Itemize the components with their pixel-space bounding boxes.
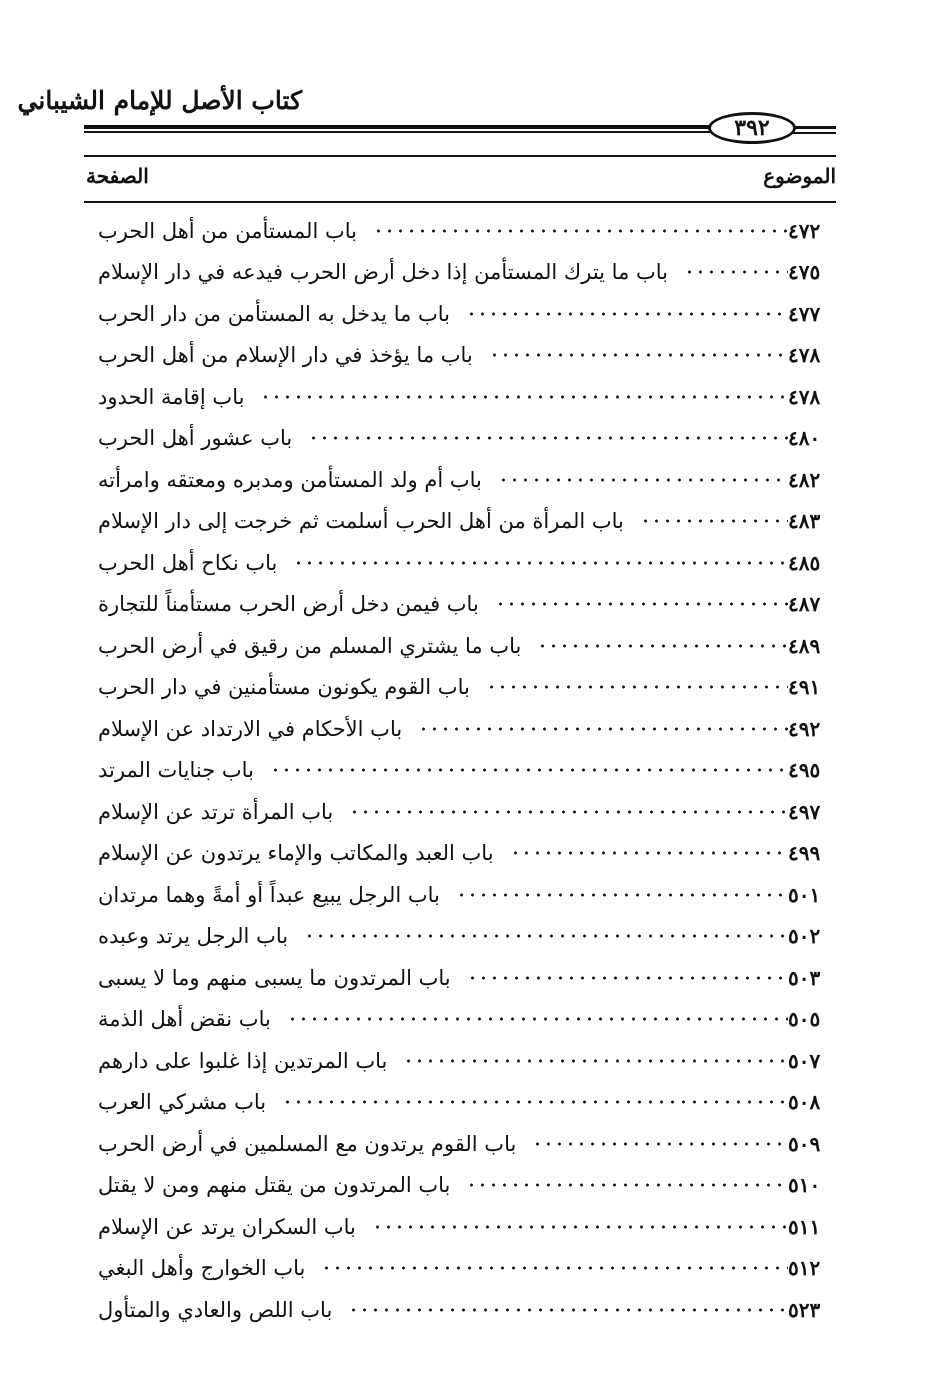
toc-entry	[84, 501, 836, 543]
dot-leader	[293, 556, 788, 570]
toc-entry	[84, 376, 836, 418]
column-header-page: الصفحة	[86, 164, 149, 188]
toc-entry-title: باب الرجل يرتد وعبده	[98, 924, 289, 949]
toc-entry	[84, 750, 836, 792]
column-header-divider	[84, 201, 836, 203]
dot-leader	[308, 431, 788, 445]
toc-entry-page: ٥٠٣	[788, 965, 821, 990]
toc-entry	[84, 957, 836, 999]
toc-entry-title: باب المرتدين إذا غلبوا على دارهم	[98, 1048, 388, 1073]
toc-entry	[84, 252, 836, 294]
toc-entry-page: ٤٧٥	[788, 260, 821, 285]
toc-entry	[84, 708, 836, 750]
dot-leader	[372, 1220, 788, 1234]
toc-entry	[84, 999, 836, 1041]
toc-entry-page: ٤٨٧	[788, 592, 821, 617]
toc-entry-title: باب الرجل يبيع عبداً أو أمةً وهما مرتدان	[98, 882, 440, 907]
toc-entry-title: باب ما يترك المستأمن إذا دخل أرض الحرب فيدعه في دار الإسلام	[98, 260, 669, 285]
toc-entry-title: باب المستأمن من أهل الحرب	[98, 218, 357, 243]
dot-leader	[287, 1012, 788, 1026]
toc-entry-page: ٤٩٧	[788, 799, 821, 824]
toc-entry-page: ٥٠٥	[788, 1007, 821, 1032]
toc-entry-title: باب الخوارج وأهل البغي	[98, 1256, 306, 1281]
toc-entry-page: ٤٨٩	[788, 633, 821, 658]
dot-leader	[486, 680, 788, 694]
dot-leader	[466, 307, 788, 321]
toc-entry-page: ٥٢٣	[788, 1297, 821, 1322]
toc-entry-title: باب اللص والعادي والمتأول	[98, 1297, 333, 1322]
toc-entry	[84, 791, 836, 833]
toc-entry-title: باب الأحكام في الارتداد عن الإسلام	[98, 716, 403, 741]
toc-entry-title: باب القوم يكونون مستأمنين في دار الحرب	[98, 675, 470, 700]
toc-entry-title: باب جنايات المرتد	[98, 758, 254, 783]
toc-entry	[84, 874, 836, 916]
toc-entry-title: باب السكران يرتد عن الإسلام	[98, 1214, 356, 1239]
dot-leader	[403, 1054, 788, 1068]
dot-leader	[321, 1261, 788, 1275]
toc-entry	[84, 1206, 836, 1248]
toc-entry	[84, 1248, 836, 1290]
dot-leader	[684, 265, 788, 279]
toc-entry-title: باب مشركي العرب	[98, 1090, 267, 1115]
dot-leader	[532, 1137, 788, 1151]
dot-leader	[498, 473, 788, 487]
toc-entry-page: ٤٨٠	[788, 426, 821, 451]
toc-entry-page: ٥١١	[788, 1214, 821, 1239]
dot-leader	[260, 390, 788, 404]
toc-entry	[84, 1082, 836, 1124]
dot-leader	[466, 1178, 788, 1192]
toc-entry-page: ٤٨٥	[788, 550, 821, 575]
dot-leader	[349, 805, 788, 819]
dot-leader	[640, 514, 788, 528]
toc-entry-title: باب العبد والمكاتب والإماء يرتدون عن الإسلام	[98, 841, 494, 866]
toc-entry-page: ٤٩٢	[788, 716, 821, 741]
toc-entry-title: باب المرأة ترتد عن الإسلام	[98, 799, 334, 824]
toc-entry-page: ٥١٠	[788, 1173, 821, 1198]
toc-entry-title: باب القوم يرتدون مع المسلمين في أرض الحرب	[98, 1131, 517, 1156]
dot-leader	[489, 348, 788, 362]
toc-entry	[84, 833, 836, 875]
header-rule-thin	[84, 131, 712, 133]
toc-entry	[84, 1289, 836, 1331]
title-divider	[84, 155, 836, 157]
toc-entry-page: ٥٠٩	[788, 1131, 821, 1156]
toc-entry-title: باب نقض أهل الذمة	[98, 1007, 271, 1032]
toc-entry	[84, 335, 836, 377]
column-header-topic: الموضوع	[763, 164, 836, 188]
dot-leader	[270, 763, 788, 777]
toc-entry-title: باب ما يشتري المسلم من رقيق في أرض الحرب	[98, 633, 522, 658]
page-number-badge	[708, 112, 796, 144]
toc-entry-title: باب ما يؤخذ في دار الإسلام من أهل الحرب	[98, 343, 473, 368]
toc-entry-title: باب عشور أهل الحرب	[98, 426, 293, 451]
dot-leader	[348, 1303, 788, 1317]
toc-entry	[84, 1123, 836, 1165]
toc-entry-page: ٥٠١	[788, 882, 821, 907]
toc-entry-title: باب إقامة الحدود	[98, 384, 245, 409]
dot-leader	[456, 888, 788, 902]
toc-entry	[84, 916, 836, 958]
toc-entry-page: ٤٨٢	[788, 467, 821, 492]
table-of-contents	[84, 210, 836, 1331]
dot-leader	[510, 846, 788, 860]
header-rule-right-thin	[793, 132, 836, 134]
dot-leader	[373, 224, 788, 238]
toc-entry-title: باب أم ولد المستأمن ومدبره ومعتقه وامرأته	[98, 467, 482, 492]
toc-entry-page: ٤٧٢	[788, 218, 821, 243]
toc-entry-page: ٥٠٨	[788, 1090, 821, 1115]
toc-entry-page: ٥٠٧	[788, 1048, 821, 1073]
toc-entry-title: باب نكاح أهل الحرب	[98, 550, 278, 575]
toc-entry	[84, 1165, 836, 1207]
toc-entry	[84, 1040, 836, 1082]
toc-entry-page: ٤٧٧	[788, 301, 821, 326]
toc-entry	[84, 210, 836, 252]
toc-entry-title: باب المرتدون من يقتل منهم ومن لا يقتل	[98, 1173, 451, 1198]
toc-entry	[84, 418, 836, 460]
dot-leader	[495, 597, 788, 611]
dot-leader	[467, 971, 788, 985]
running-header-title: كتاب الأصل للإمام الشيباني	[17, 86, 302, 115]
toc-entry-title: باب فيمن دخل أرض الحرب مستأمناً للتجارة	[98, 592, 479, 617]
header-rule-thick	[84, 125, 712, 129]
toc-entry	[84, 459, 836, 501]
toc-entry	[84, 625, 836, 667]
toc-entry-page: ٤٩١	[788, 675, 821, 700]
toc-entry-title: باب ما يدخل به المستأمن من دار الحرب	[98, 301, 451, 326]
toc-entry-page: ٥١٢	[788, 1256, 821, 1281]
toc-entry	[84, 584, 836, 626]
toc-entry-page: ٤٧٨	[788, 343, 821, 368]
toc-entry-title: باب المرتدون ما يسبى منهم وما لا يسبى	[98, 965, 451, 990]
toc-entry	[84, 542, 836, 584]
toc-entry-title: باب المرأة من أهل الحرب أسلمت ثم خرجت إلى دار الإسلام	[98, 509, 624, 534]
page-number: ٣٩٢	[734, 115, 770, 141]
dot-leader	[537, 639, 788, 653]
toc-entry-page: ٥٠٢	[788, 924, 821, 949]
header-rule-right-thick	[793, 126, 836, 129]
toc-entry-page: ٤٩٥	[788, 758, 821, 783]
toc-entry-page: ٤٧٨	[788, 384, 821, 409]
toc-entry-page: ٤٩٩	[788, 841, 821, 866]
toc-entry	[84, 293, 836, 335]
dot-leader	[282, 1095, 788, 1109]
toc-entry-page: ٤٨٣	[788, 509, 821, 534]
dot-leader	[418, 722, 788, 736]
toc-entry	[84, 667, 836, 709]
dot-leader	[304, 929, 788, 943]
